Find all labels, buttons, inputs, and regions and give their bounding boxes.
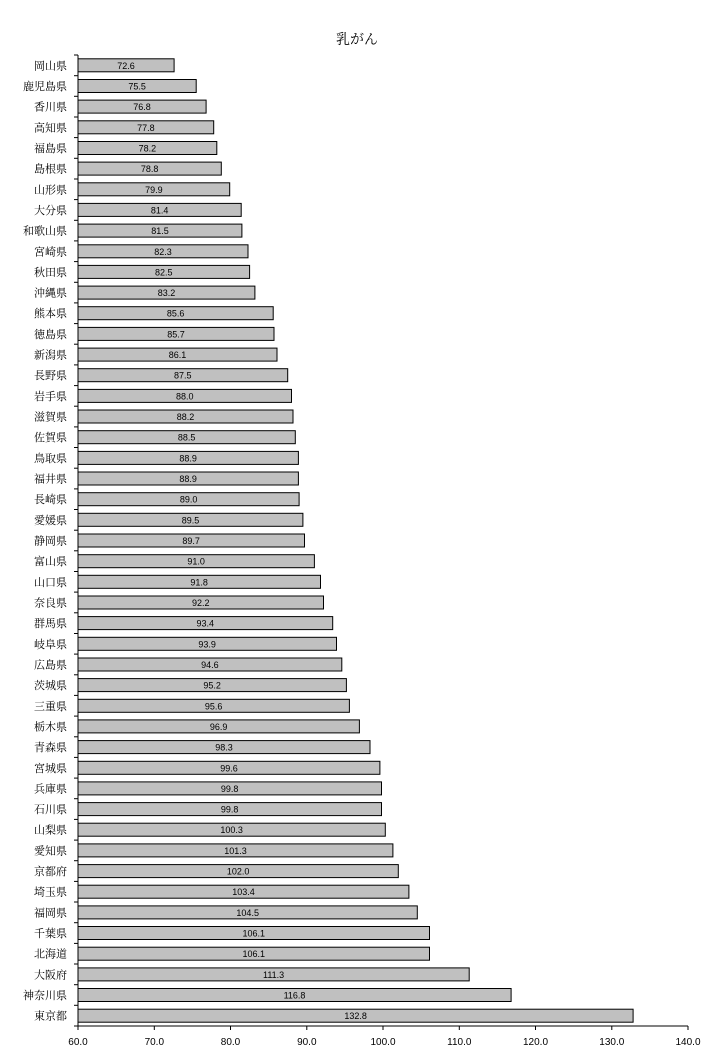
value-label: 75.5: [128, 81, 146, 92]
value-label: 111.3: [263, 969, 285, 980]
category-label: 山形県: [34, 183, 67, 197]
value-label: 81.5: [151, 226, 169, 237]
category-label: 香川県: [34, 100, 67, 114]
category-label: 島根県: [34, 162, 67, 176]
x-tick-label: 140.0: [675, 1037, 701, 1048]
value-label: 98.3: [215, 742, 233, 753]
value-label: 99.6: [220, 763, 238, 774]
category-label: 富山県: [34, 555, 67, 569]
category-label: 茨城県: [34, 679, 67, 693]
category-label: 兵庫県: [34, 782, 67, 796]
value-label: 88.2: [176, 412, 195, 422]
category-label: 高知県: [34, 121, 67, 135]
category-label: 大阪府: [34, 968, 67, 982]
value-label: 132.8: [344, 1011, 367, 1022]
category-label: 神奈川県: [23, 989, 67, 1002]
value-label: 79.9: [145, 184, 163, 195]
category-label: 山梨県: [34, 823, 67, 837]
x-tick-label: 110.0: [447, 1037, 472, 1048]
value-label: 72.6: [117, 60, 135, 71]
value-label: 93.9: [198, 639, 216, 650]
category-label: 青森県: [34, 741, 67, 755]
category-label: 新潟県: [34, 348, 67, 362]
value-label: 86.1: [168, 350, 187, 361]
value-label: 88.9: [179, 474, 197, 484]
value-label: 78.8: [140, 164, 159, 175]
value-label: 82.5: [155, 267, 173, 278]
value-label: 106.1: [242, 949, 266, 960]
x-tick-label: 90.0: [297, 1037, 317, 1048]
value-label: 103.4: [232, 887, 255, 898]
category-label: 京都府: [34, 865, 67, 879]
value-label: 89.0: [179, 494, 198, 505]
value-label: 87.5: [174, 370, 192, 381]
value-label: 89.7: [182, 536, 200, 546]
category-label: 滋賀県: [34, 410, 67, 424]
value-label: 88.0: [176, 391, 194, 402]
category-label: 愛知県: [34, 844, 67, 858]
category-labels: [23, 59, 67, 1022]
category-label: 群馬県: [34, 617, 67, 631]
category-label: 奈良県: [34, 596, 67, 610]
category-label: 栃木県: [34, 720, 67, 734]
value-label: 77.8: [137, 122, 155, 133]
value-label: 102.0: [226, 866, 250, 877]
category-label: 和歌山県: [23, 224, 67, 238]
x-tick-label: 120.0: [522, 1037, 549, 1048]
value-label: 101.3: [224, 845, 247, 856]
value-label: 95.6: [204, 701, 223, 712]
category-label: 徳島県: [34, 327, 67, 341]
category-label: 鹿児島県: [23, 80, 67, 93]
x-tick-label: 70.0: [144, 1037, 165, 1048]
value-label: 104.5: [236, 907, 259, 918]
x-tick-label: 130.0: [599, 1037, 625, 1048]
value-label: 96.9: [209, 721, 228, 732]
category-label: 山口県: [34, 575, 67, 589]
value-label: 92.2: [192, 598, 210, 608]
category-label: 沖縄県: [34, 286, 67, 300]
category-label: 福井県: [34, 472, 67, 486]
category-label: 岩手県: [34, 389, 67, 403]
category-label: 大分県: [34, 203, 67, 217]
value-label: 76.8: [133, 102, 151, 113]
bars-group: [78, 59, 633, 1022]
category-label: 秋田県: [34, 265, 67, 279]
value-label: 82.3: [154, 246, 172, 257]
category-label: 千葉県: [34, 927, 67, 940]
value-label: 88.5: [177, 432, 196, 443]
category-label: 長崎県: [34, 493, 67, 507]
category-label: 宮崎県: [34, 245, 67, 259]
category-label: 宮城県: [34, 761, 67, 775]
category-label: 愛媛県: [34, 513, 67, 527]
value-label: 91.0: [187, 556, 205, 567]
category-label: 岐阜県: [34, 637, 67, 651]
value-label: 99.8: [220, 783, 239, 794]
x-tick-label: 80.0: [220, 1037, 241, 1048]
value-label: 95.2: [203, 680, 221, 691]
x-axis-ticks: [68, 1026, 701, 1048]
category-label: 三重県: [34, 699, 67, 713]
category-label: 石川県: [34, 803, 67, 817]
category-label: 静岡県: [34, 534, 67, 548]
category-label: 佐賀県: [34, 431, 67, 445]
category-label: 広島県: [34, 658, 67, 672]
value-label: 100.3: [220, 825, 243, 836]
category-label: 岡山県: [34, 59, 67, 73]
value-label: 116.8: [283, 990, 306, 1001]
value-label: 91.8: [190, 577, 208, 588]
category-label: 福岡県: [34, 906, 67, 920]
value-label: 78.2: [138, 143, 157, 154]
chart-title: 乳がん: [336, 32, 378, 48]
category-label: 鳥取県: [34, 451, 67, 465]
value-label: 81.4: [150, 205, 169, 216]
value-label: 88.9: [179, 453, 197, 464]
value-label: 93.4: [196, 618, 215, 629]
value-label: 85.7: [167, 329, 185, 340]
value-label: 94.6: [201, 660, 219, 670]
category-label: 東京都: [34, 1009, 67, 1023]
x-tick-label: 60.0: [68, 1037, 88, 1048]
value-label: 83.2: [157, 288, 176, 299]
value-label: 106.1: [242, 928, 266, 939]
category-label: 福島県: [34, 142, 67, 155]
category-label: 熊本県: [34, 307, 67, 321]
y-axis-ticks: [74, 55, 78, 1026]
category-label: 埼玉県: [34, 885, 67, 899]
value-label: 85.6: [166, 308, 185, 319]
value-label: 89.5: [181, 515, 200, 526]
category-label: 北海道: [34, 947, 67, 961]
value-label: 99.8: [220, 804, 239, 815]
category-label: 長野県: [34, 369, 67, 383]
x-tick-label: 100.0: [370, 1037, 396, 1048]
